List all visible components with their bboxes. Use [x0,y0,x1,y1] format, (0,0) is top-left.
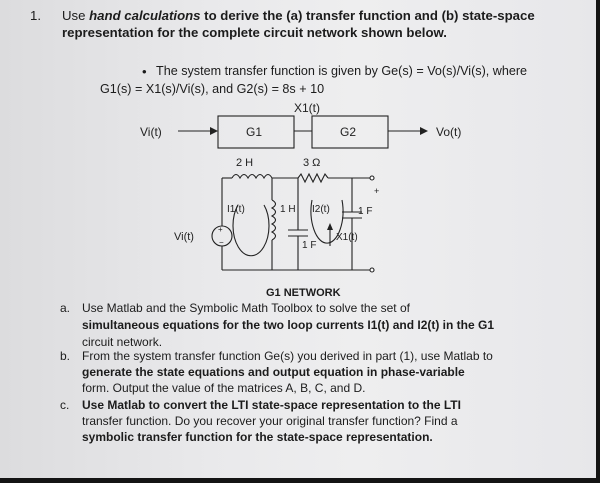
bullet: • [142,64,147,79]
part-b-line-1: From the system transfer function Ge(s) you derived in part (1), use Matlab to [82,349,493,363]
part-a-line-3: circuit network. [82,335,163,349]
question-line-1: Use hand calculations to derive the (a) transfer function and (b) state-space [62,8,535,23]
block-g1-label: G1 [246,125,263,139]
capacitor-mid-label: 1 F [302,240,317,251]
part-c-line-3: symbolic transfer function for the state-space representation. [82,430,433,444]
source-plus: + [218,225,223,234]
output-plus: + [374,186,380,196]
inductor-2h-label: 2 H [236,157,254,169]
part-a-line-1: Use Matlab and the Symbolic Math Toolbox to solve the set of [82,301,410,315]
question-number: 1. [30,8,41,23]
x1-label: X1(t) [336,232,358,243]
question-line-2: representation for the complete circuit network shown below. [62,25,447,40]
resistor-3ohm-label: 3 Ω [303,157,321,169]
block-x1-label: X1(t) [294,101,321,115]
network-title: G1 NETWORK [266,287,341,299]
block-output-label: Vo(t) [436,125,462,139]
transfer-function-line-1: The system transfer function is given by Ge(s) = Vo(s)/Vi(s), where [156,64,528,78]
circuit [212,174,374,272]
part-c-line-2: transfer function. Do you recover your original transfer function? Find a [82,414,458,428]
part-a-line-2: simultaneous equations for the two loop currents I1(t) and I2(t) in the G1 [82,318,495,332]
part-c-label: c. [60,398,70,412]
part-a-label: a. [60,301,71,315]
source-label: Vi(t) [174,231,194,243]
inductor-2h [232,175,272,179]
transfer-function-line-2: G1(s) = X1(s)/Vi(s), and G2(s) = 8s + 10 [100,82,325,96]
source-minus: − [219,238,224,247]
block-diagram [178,116,428,148]
block-input-label: Vi(t) [140,125,162,139]
i1-label: I1(t) [227,204,245,215]
block-g2-label: G2 [340,125,357,139]
i2-label: I2(t) [312,204,330,215]
inductor-1h [272,200,276,240]
capacitor-right-label: 1 F [358,206,373,217]
inductor-1h-label: 1 H [280,204,296,215]
part-b-line-2: generate the state equations and output equation in phase-variable [82,365,465,379]
resistor-3ohm [298,174,328,182]
part-c-line-1: Use Matlab to convert the LTI state-space representation to the LTI [82,398,461,412]
part-b-line-3: form. Output the value of the matrices A, B, C, and D. [82,381,366,395]
part-b-label: b. [60,349,71,363]
